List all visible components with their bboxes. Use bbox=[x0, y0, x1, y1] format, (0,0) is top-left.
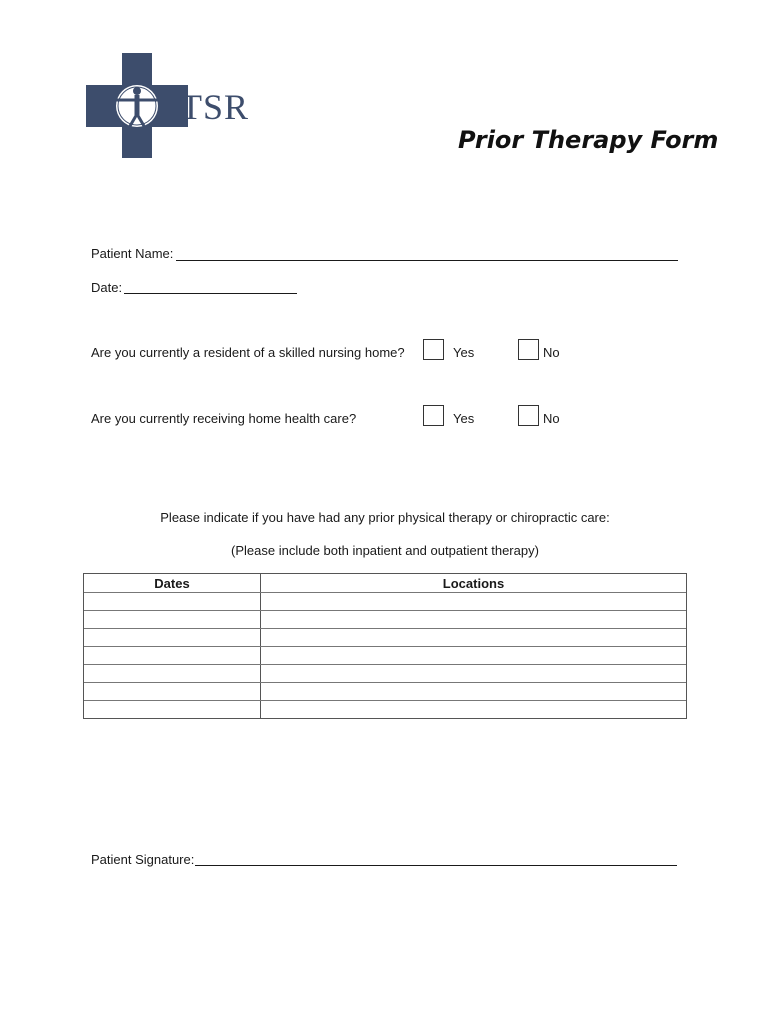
home-health-no-label: No bbox=[543, 411, 560, 426]
row-divider bbox=[84, 628, 686, 629]
row-divider bbox=[84, 592, 686, 593]
row-divider bbox=[84, 664, 686, 665]
nursing-home-yes-label: Yes bbox=[453, 345, 475, 360]
locations-header: Locations bbox=[442, 576, 505, 591]
patient-name-label: Patient Name: bbox=[91, 246, 174, 261]
row-divider bbox=[84, 682, 686, 683]
signature-label: Patient Signature: bbox=[91, 852, 195, 867]
question-nursing-home: Are you currently a resident of a skilled nursing home? bbox=[91, 345, 405, 360]
nursing-home-yes-checkbox[interactable] bbox=[423, 339, 444, 360]
date-label: Date: bbox=[91, 280, 123, 295]
row-divider bbox=[84, 700, 686, 701]
instruction-line-2: (Please include both inpatient and outpatient therapy) bbox=[231, 543, 539, 558]
instruction-line-1: Please indicate if you have had any prior physical therapy or chiropractic care: bbox=[160, 510, 610, 525]
question-home-health: Are you currently receiving home health care? bbox=[91, 411, 357, 426]
row-divider bbox=[84, 646, 686, 647]
nursing-home-no-checkbox[interactable] bbox=[518, 339, 539, 360]
prior-therapy-table bbox=[83, 573, 687, 719]
row-divider bbox=[84, 610, 686, 611]
logo-text: TSR bbox=[180, 87, 250, 127]
tsr-logo bbox=[86, 53, 250, 158]
date-field[interactable] bbox=[124, 293, 297, 294]
dates-header: Dates bbox=[154, 576, 190, 591]
patient-name-field[interactable] bbox=[176, 260, 678, 261]
page-title: Prior Therapy Form bbox=[458, 126, 719, 154]
signature-field[interactable] bbox=[195, 865, 677, 866]
home-health-yes-label: Yes bbox=[453, 411, 475, 426]
nursing-home-no-label: No bbox=[543, 345, 560, 360]
home-health-yes-checkbox[interactable] bbox=[423, 405, 444, 426]
home-health-no-checkbox[interactable] bbox=[518, 405, 539, 426]
